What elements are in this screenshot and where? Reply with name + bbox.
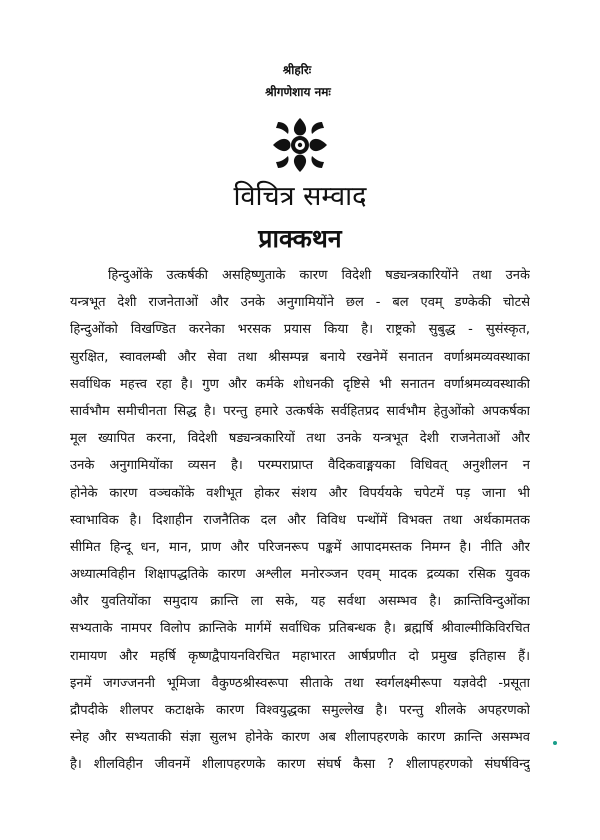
paragraph-line: हिन्दुओंको विखण्डित करनेका भरसक प्रयास किया है। राष्ट्रको सुबुद्ध - सुसंस्कृत, bbox=[70, 322, 530, 338]
preface-paragraph bbox=[70, 262, 530, 779]
paragraph-line: और युवतियोंका समुदाय क्रान्ति ला सके, यह सर्वथा असम्भव है। क्रान्तिविन्दुओंका bbox=[70, 594, 530, 610]
paragraph-line: सीमित हिन्दू धन, मान, प्राण और परिजनरूप पङ्कमें आपादमस्तक निमग्न है। नीति और bbox=[70, 539, 530, 555]
paragraph-line: यन्त्रभूत देशी राजनेताओं और उनके अनुगामियोंने छल - बल एवम् डण्केकी चोटसे bbox=[70, 295, 530, 311]
paragraph-line: सार्वभौम समीचीनता सिद्ध है। परन्तु हमारे उत्कर्षके सर्वहितप्रद सार्वभौम हेतुओंको अपकर्षका bbox=[70, 403, 530, 419]
paragraph-line: होनेके कारण वञ्चकोंके वशीभूत होकर संशय और विपर्ययके चपेटमें पड़ जाना भी bbox=[70, 485, 530, 501]
paragraph-line: सभ्यताके नामपर विलोप क्रान्तिके मार्गमें सर्वाधिक प्रतिबन्धक है। ब्रह्मर्षि श्रीवाल्मीकिविरचित bbox=[70, 621, 530, 637]
paragraph-line: अध्यात्मविहीन शिक्षापद्धतिके कारण अश्लील मनोरञ्जन एवम् मादक द्रव्यका रसिक युवक bbox=[70, 567, 530, 583]
page-title: विचित्र सम्वाद bbox=[233, 181, 367, 212]
paragraph-line: मूल ख्यापित करना, विदेशी षड्यन्त्रकारियों तथा उनके यन्त्रभूत देशी राजनेताओं और bbox=[70, 431, 530, 447]
paragraph-line: स्वाभाविक है। दिशाहीन राजनैतिक दल और विविध पन्थोंमें विभक्त तथा अर्थकामतक bbox=[70, 512, 530, 528]
paragraph-line: हिन्दुओंके उत्कर्षकी असहिष्णुताके कारण विदेशी षड्यन्त्रकारियोंने तथा उनके bbox=[108, 268, 530, 283]
floral-ornament-icon bbox=[270, 116, 330, 174]
paragraph-line: सर्वाधिक महत्त्व रहा है। गुण और कर्मके शोधनकी दृष्टिसे भी सनातन वर्णाश्रमव्यवस्थाकी bbox=[70, 376, 530, 392]
paragraph-line: इनमें जगज्जननी भूमिजा वैकुण्ठश्रीस्वरूपा सीताके तथा स्वर्गलक्ष्मीरूपा यज्ञवेदी -प्रसूता bbox=[70, 675, 530, 691]
invocation-ganesha: श्रीगणेशाय नमः bbox=[265, 85, 331, 99]
paragraph-line: द्रौपदीके शीलपर कटाक्षके कारण विश्वयुद्धका समुल्लेख है। परन्तु शीलके अपहरणको bbox=[70, 703, 530, 718]
section-heading-preface: प्राक्कथन bbox=[258, 224, 342, 253]
margin-mark bbox=[553, 741, 557, 745]
paragraph-line: स्नेह और सभ्यताकी संज्ञा सुलभ होनेके कारण अब शीलापहरणके कारण क्रान्ति असम्भव bbox=[70, 730, 530, 746]
paragraph-line: सुरक्षित, स्वावलम्बी और सेवा तथा श्रीसम्पन्न बनाये रखनेमें सनातन वर्णाश्रमव्यवस्थाका bbox=[70, 349, 530, 365]
paragraph-line: है। शीलविहीन जीवनमें शीलापहरणके कारण संघर्ष कैसा ? शीलापहरणको संघर्षविन्दु bbox=[70, 757, 530, 773]
paragraph-line: रामायण और महर्षि कृष्णद्वैपायनविरचित महाभारत आर्षप्रणीत दो प्रमुख इतिहास हैं। bbox=[70, 648, 530, 664]
paragraph-line: उनके अनुगामियोंका व्यसन है। परम्पराप्राप्त वैदिकवाङ्मयका विधिवत् अनुशीलन न bbox=[70, 458, 530, 474]
invocation-shrihari: श्रीहरिः bbox=[282, 63, 312, 77]
